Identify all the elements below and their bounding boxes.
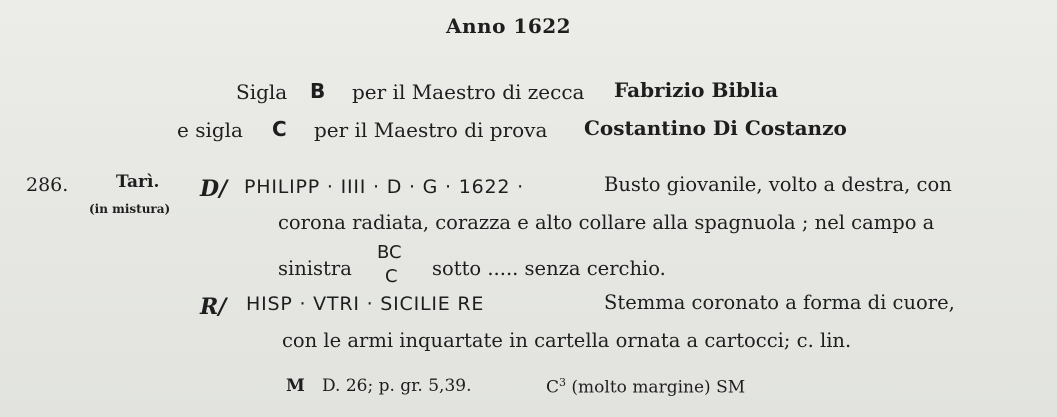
rarity-degree: 3 — [559, 376, 567, 389]
rarity-note: (molto margine) SM — [571, 377, 746, 398]
sigla-letter-c: C — [272, 117, 287, 141]
sigla-prefix: Sigla — [236, 80, 288, 104]
coin-material: (in mistura) — [89, 202, 171, 216]
measures: D. 26; p. gr. 5,39. — [322, 376, 472, 396]
assay-master-name: Costantino Di Costanzo — [584, 116, 847, 140]
reverse-symbol: R/ — [200, 294, 227, 320]
sigla-letter-b: B — [310, 79, 326, 103]
reverse-legend: HISP · VTRI · SICILIE RE — [246, 293, 485, 315]
obverse-description-1: Busto giovanile, volto a destra, con — [604, 173, 952, 196]
rarity — [546, 376, 745, 398]
rarity-letter: C — [546, 377, 560, 398]
sigla-text-1: per il Maestro di zecca — [352, 80, 585, 104]
reverse-description-1: Stemma coronato a forma di cuore, — [604, 291, 955, 314]
obverse-description-3-end: sotto ..... senza cerchio. — [432, 257, 666, 280]
mark-bottom: C — [385, 266, 398, 287]
year-heading: Anno 1622 — [446, 14, 572, 38]
mint-master-name: Fabrizio Biblia — [614, 78, 779, 102]
mark-top: BC — [377, 242, 402, 263]
metal-code: M — [286, 376, 305, 396]
reverse-description-2: con le armi inquartate in cartella ornata a cartocci; c. lin. — [282, 329, 852, 352]
entry-number: 286. — [26, 174, 69, 196]
sigla-line-1 — [236, 80, 287, 104]
sigla-prefix-2: e sigla — [177, 118, 243, 142]
obverse-symbol: D/ — [200, 176, 228, 202]
sigla-text-2: per il Maestro di prova — [314, 118, 548, 142]
obverse-description-3-start: sinistra — [278, 257, 352, 280]
coin-denomination: Tarì. — [116, 172, 160, 192]
obverse-description-2: corona radiata, corazza e alto collare alla spagnuola ; nel campo a — [278, 211, 935, 234]
obverse-legend: PHILIPP · IIII · D · G · 1622 · — [244, 176, 524, 198]
